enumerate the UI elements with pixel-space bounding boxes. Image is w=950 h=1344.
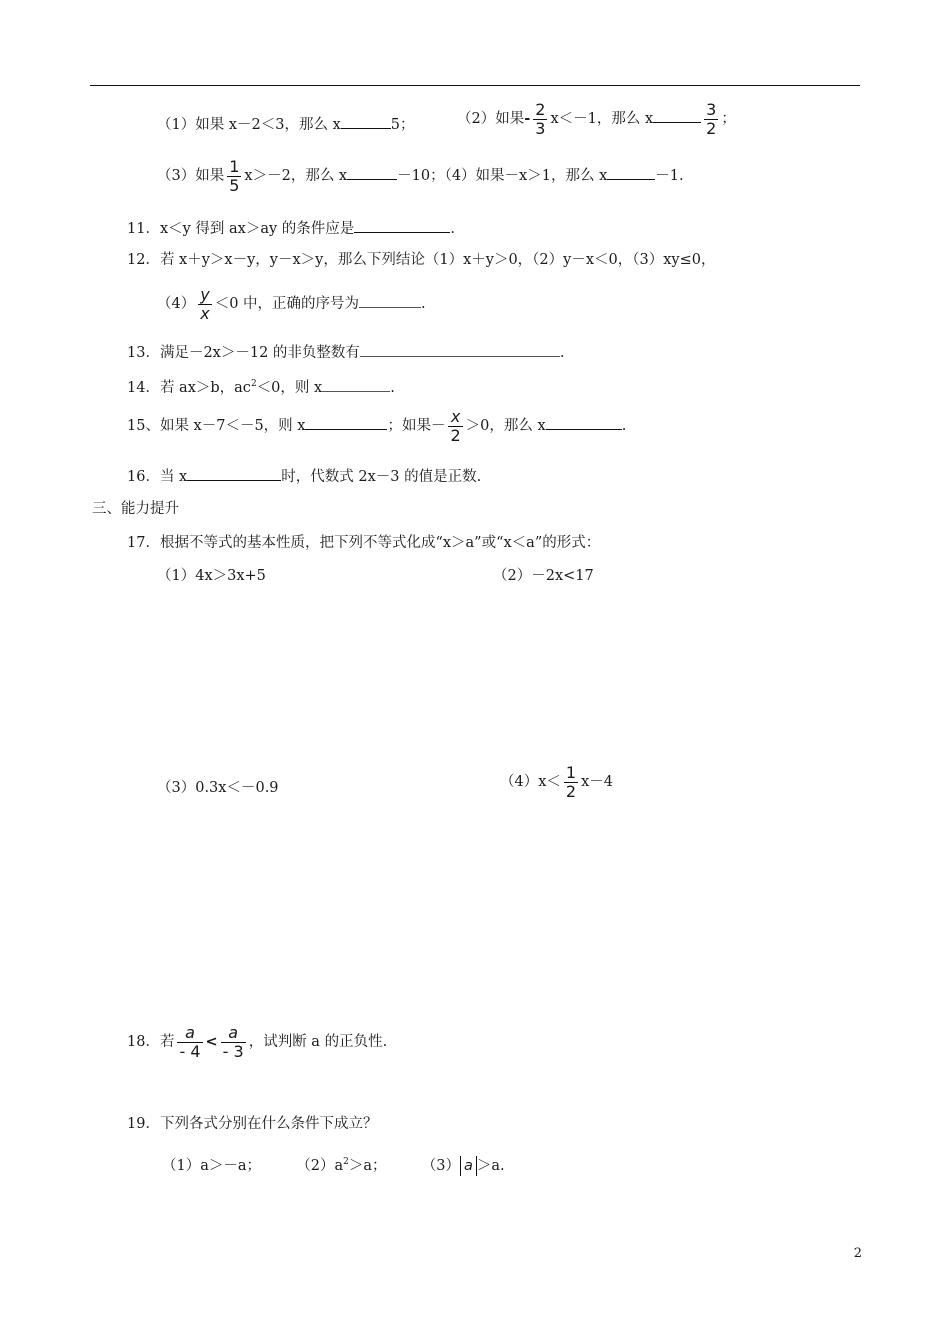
minus-sign: - xyxy=(524,110,531,128)
q11-end: . xyxy=(450,221,455,237)
fraction xyxy=(448,408,462,444)
fraction-denominator: 2 xyxy=(565,781,577,801)
fraction-denominator: 2 xyxy=(450,425,461,445)
q17-part4 xyxy=(500,764,613,800)
q16 xyxy=(127,466,481,487)
q17: 17．根据不等式的基本性质，把下列不等式化成“x＞a”或“x＜a”的形式： xyxy=(127,535,601,551)
q17-part4-end: x－4 xyxy=(581,774,613,791)
q10-part2-text: （2）如果 xyxy=(457,111,525,128)
q10-part1-text: （1）如果 x－2＜3，那么 x xyxy=(157,117,341,133)
q12-part4-text: ＜0 中，正确的序号为 xyxy=(214,296,360,313)
header-rule xyxy=(90,85,860,86)
fraction xyxy=(221,1024,246,1060)
q17-part2: （2）－2x<17 xyxy=(493,568,594,584)
fraction-denominator: x xyxy=(200,303,210,323)
q19-part2-end: ＞a； xyxy=(348,1157,387,1174)
fraction xyxy=(533,101,547,137)
q18-end: ，试判断 a 的正负性. xyxy=(248,1034,388,1051)
absolute-value: a xyxy=(460,1156,477,1176)
fraction-numerator: y xyxy=(200,285,210,304)
q19: 19．下列各式分别在什么条件下成立？ xyxy=(127,1116,378,1132)
q18 xyxy=(127,1024,387,1060)
fraction-numerator: 1 xyxy=(229,157,240,176)
fraction-denominator: - 4 xyxy=(179,1041,201,1061)
q19-parts xyxy=(162,1152,505,1176)
answer-blank[interactable] xyxy=(546,415,622,430)
fraction-numerator: x xyxy=(448,408,462,427)
page-number: 2 xyxy=(853,1246,862,1261)
q11 xyxy=(127,218,455,239)
q15 xyxy=(127,408,626,444)
fraction xyxy=(177,1024,202,1060)
q12 xyxy=(127,250,715,270)
q10-line2 xyxy=(157,158,684,194)
fraction xyxy=(227,158,241,194)
answer-blank[interactable] xyxy=(354,218,450,233)
q15-mid: ；如果－ xyxy=(387,418,446,435)
less-than-sign: < xyxy=(205,1034,218,1051)
fraction xyxy=(198,286,211,322)
answer-blank[interactable] xyxy=(359,293,421,308)
fraction-numerator: 2 xyxy=(535,100,546,119)
fraction-denominator: 3 xyxy=(535,118,546,138)
answer-blank[interactable] xyxy=(187,466,281,481)
q12-end: . xyxy=(421,296,426,313)
q13-end: . xyxy=(559,345,565,361)
q12-line2 xyxy=(157,286,426,322)
answer-blank[interactable] xyxy=(653,108,701,123)
q19-part3-end: ＞a. xyxy=(476,1157,505,1174)
q10-part2-mid: x＜－1，那么 x xyxy=(550,111,654,128)
q15-end: . xyxy=(621,418,627,435)
answer-blank[interactable] xyxy=(341,114,391,129)
section-heading: 三、能力提升 xyxy=(92,501,179,517)
q10-line1 xyxy=(157,114,414,135)
fraction-denominator: 5 xyxy=(229,175,240,195)
q14-text: 14．若 ax＞b，ac xyxy=(127,379,251,396)
q15-text: 15、如果 x－7＜－5，则 x xyxy=(127,418,306,435)
answer-blank[interactable] xyxy=(347,165,397,180)
q16-text: 16．当 x xyxy=(127,469,188,485)
fraction xyxy=(704,101,718,137)
superscript: 2 xyxy=(343,1157,349,1167)
fraction xyxy=(564,764,578,800)
q14-end: . xyxy=(390,379,395,396)
q12-part4: （4） xyxy=(157,296,196,313)
fraction-denominator: 2 xyxy=(706,118,717,138)
q16-end: 时，代数式 2x－3 的值是正数. xyxy=(281,469,482,485)
q11-text: 11．x＜y 得到 ax＞ay 的条件应是 xyxy=(127,221,355,237)
q12-text: 12．若 x＋y＞x－y，y－x＞y，那么下列结论（1）x＋y＞0，（2）y－x＜0，（3）xy≤0， xyxy=(127,252,716,268)
q10-part4-text: （4）如果－x＞1，那么 x xyxy=(444,168,608,185)
fraction-denominator: - 3 xyxy=(222,1041,244,1061)
answer-blank[interactable] xyxy=(607,165,655,180)
q10-part2-end: ； xyxy=(721,111,736,128)
q17-part3: （3）0.3x＜－0.9 xyxy=(157,780,279,796)
superscript: 2 xyxy=(250,379,257,389)
q10-part3-text: （3）如果 xyxy=(157,168,225,185)
fraction-numerator: 1 xyxy=(565,763,577,782)
q13 xyxy=(127,342,565,363)
fraction-numerator: 3 xyxy=(706,100,717,119)
q15-mid2: ＞0，那么 x xyxy=(465,418,546,435)
q10-part3-mid: x＞－2，那么 x xyxy=(244,168,348,185)
q14-text-b: ＜0，则 x xyxy=(256,379,323,396)
q19-part1: （1）a＞－a； xyxy=(162,1157,262,1174)
answer-blank[interactable] xyxy=(305,415,387,430)
q18-text: 18．若 xyxy=(127,1034,175,1051)
q10-part1-end: 5； xyxy=(390,117,415,133)
q17-part1: （1）4x＞3x+5 xyxy=(157,568,266,584)
answer-blank[interactable] xyxy=(360,342,560,357)
fraction-numerator: a xyxy=(221,1024,246,1043)
q14 xyxy=(127,374,395,398)
q13-text: 13．满足－2x＞－12 的非负整数有 xyxy=(127,345,360,361)
q17-part4-text: （4）x＜ xyxy=(500,774,561,791)
q10-part2 xyxy=(457,101,736,137)
answer-blank[interactable] xyxy=(322,377,390,392)
q10-part3-end: －10； xyxy=(397,168,445,185)
q19-part3: （3） xyxy=(421,1157,460,1174)
q19-part2: （2）a xyxy=(296,1157,344,1174)
q10-part4-end: －1. xyxy=(655,168,684,185)
fraction-numerator: a xyxy=(177,1024,202,1043)
